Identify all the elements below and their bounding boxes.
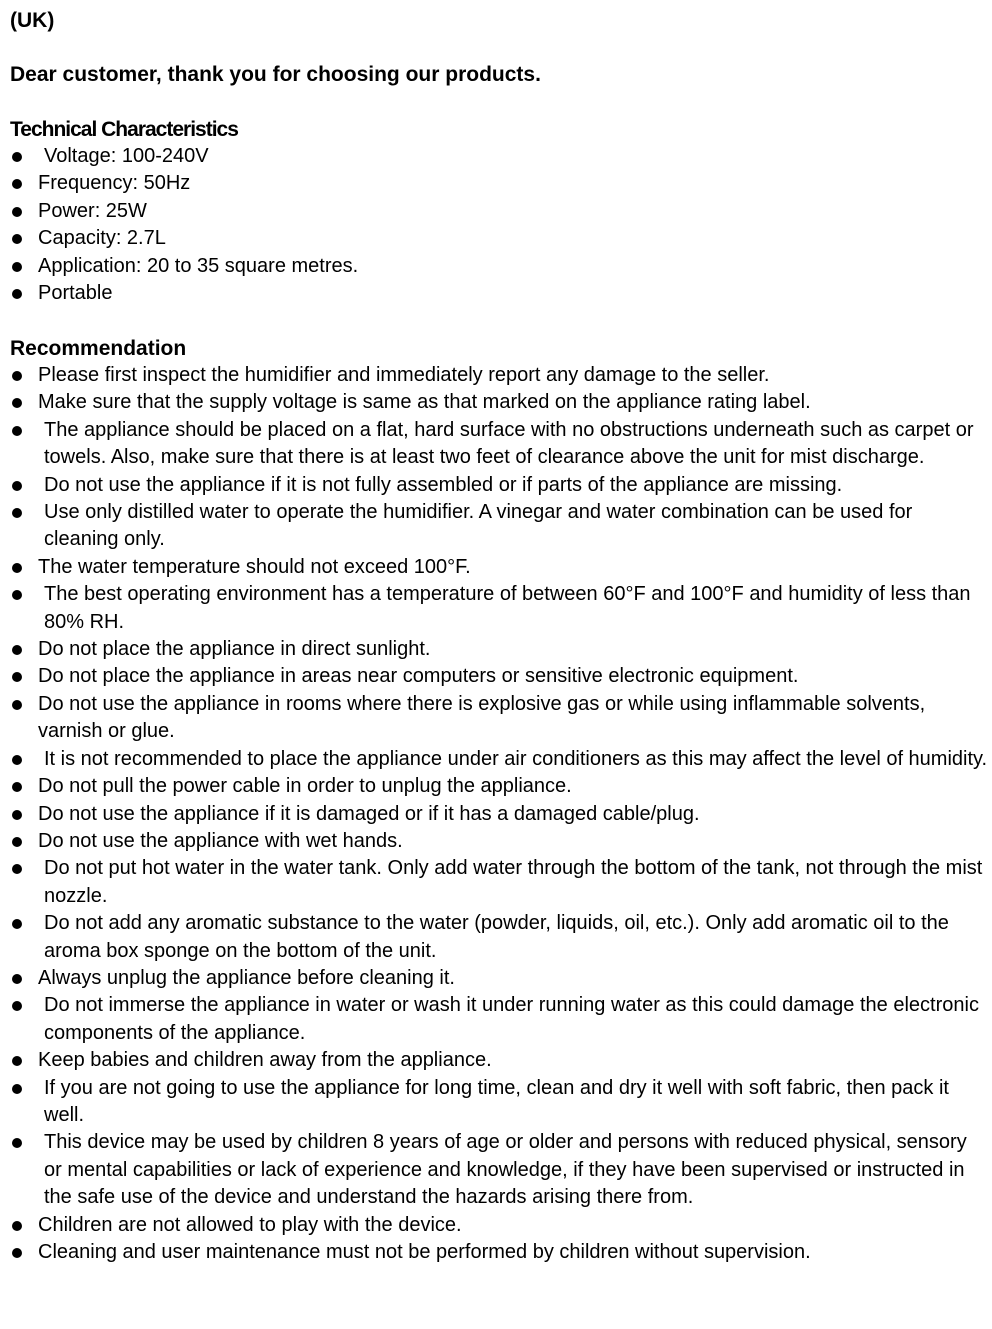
list-item: Capacity: 2.7L	[10, 225, 988, 252]
list-item: Make sure that the supply voltage is same as that marked on the appliance rating label.	[10, 389, 988, 416]
list-item: Do not use the appliance if it is damaged or if it has a damaged cable/plug.	[10, 801, 988, 828]
list-item: Do not use the appliance with wet hands.	[10, 828, 988, 855]
list-item: If you are not going to use the appliance for long time, clean and dry it well with soft fabric, then pack it well.	[10, 1075, 988, 1130]
list-item: Do not immerse the appliance in water or wash it under running water as this could damage the electronic components of the appliance.	[10, 992, 988, 1047]
list-item: Power: 25W	[10, 198, 988, 225]
list-item: Cleaning and user maintenance must not be performed by children without supervision.	[10, 1239, 988, 1266]
list-item: Do not place the appliance in areas near computers or sensitive electronic equipment.	[10, 663, 988, 690]
list-item: Do not add any aromatic substance to the water (powder, liquids, oil, etc.). Only add aromatic oil to the aroma box sponge on the bottom of the unit.	[10, 910, 988, 965]
list-item: Always unplug the appliance before cleaning it.	[10, 965, 988, 992]
list-item: Do not place the appliance in direct sunlight.	[10, 636, 988, 663]
list-item: Children are not allowed to play with the device.	[10, 1212, 988, 1239]
recommendation-list	[10, 362, 988, 1266]
list-item: Portable	[10, 280, 988, 307]
list-item: Frequency: 50Hz	[10, 170, 988, 197]
list-item: Do not use the appliance in rooms where there is explosive gas or while using inflammable solvents, varnish or glue.	[10, 691, 988, 746]
greeting: Dear customer, thank you for choosing our products.	[10, 63, 541, 86]
region-label: (UK)	[10, 9, 55, 32]
list-item: It is not recommended to place the appliance under air conditioners as this may affect the level of humidity.	[10, 746, 988, 773]
list-item: Keep babies and children away from the appliance.	[10, 1047, 988, 1074]
list-item: The appliance should be placed on a flat, hard surface with no obstructions underneath such as carpet or towels. Also, make sure that there is at least two feet of clearance above the unit for mist discharge.	[10, 417, 988, 472]
list-item: Please first inspect the humidifier and immediately report any damage to the seller.	[10, 362, 988, 389]
recommendation-heading: Recommendation	[10, 337, 187, 360]
list-item: The water temperature should not exceed 100°F.	[10, 554, 988, 581]
list-item: Do not put hot water in the water tank. Only add water through the bottom of the tank, not through the mist nozzle.	[10, 855, 988, 910]
list-item: Voltage: 100-240V	[10, 143, 988, 170]
technical-characteristics-heading: Technical Characteristics	[10, 118, 238, 141]
list-item: Application: 20 to 35 square metres.	[10, 253, 988, 280]
list-item: Do not pull the power cable in order to unplug the appliance.	[10, 773, 988, 800]
list-item: The best operating environment has a temperature of between 60°F and 100°F and humidity of less than 80% RH.	[10, 581, 988, 636]
list-item: Do not use the appliance if it is not fully assembled or if parts of the appliance are missing.	[10, 472, 988, 499]
list-item: Use only distilled water to operate the humidifier. A vinegar and water combination can be used for cleaning only.	[10, 499, 988, 554]
list-item: This device may be used by children 8 years of age or older and persons with reduced physical, sensory or mental capabilities or lack of experience and knowledge, if they have been supervised or instructed in the safe use of the device and understand the hazards arising there from.	[10, 1129, 988, 1211]
technical-characteristics-list	[10, 143, 988, 307]
